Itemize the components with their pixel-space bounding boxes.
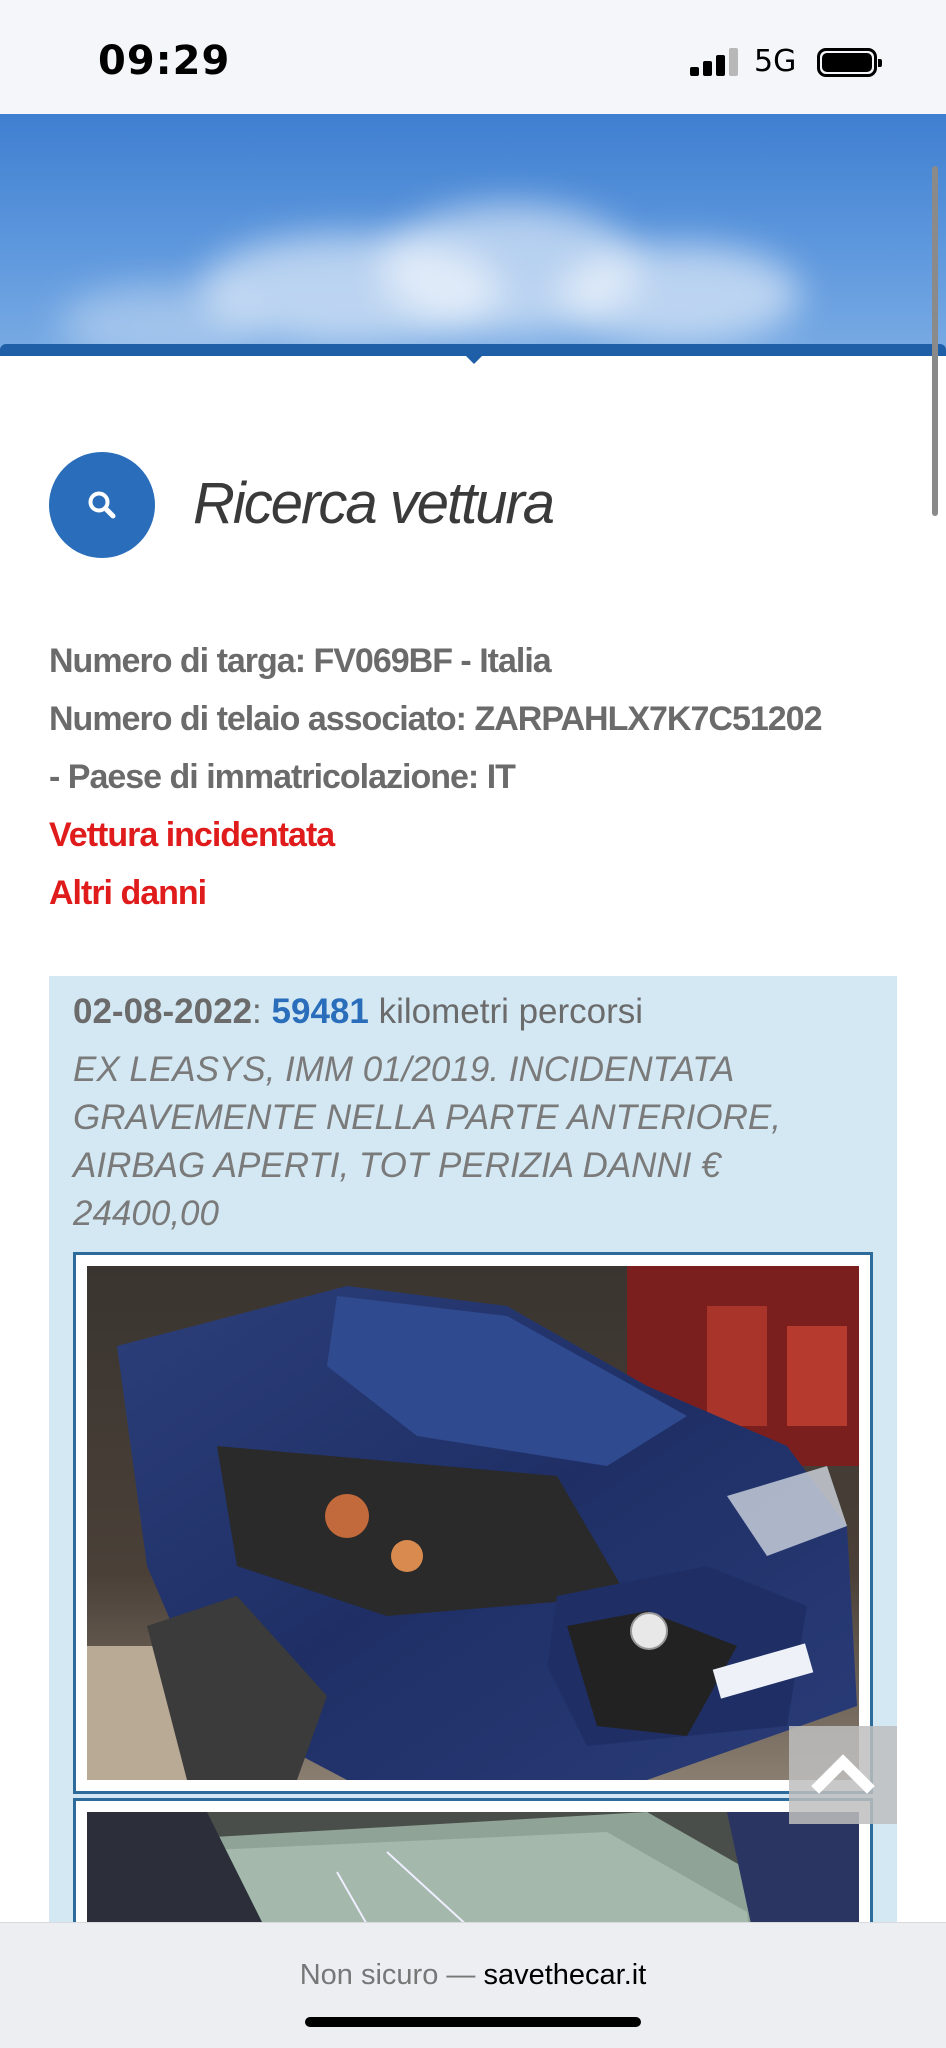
network-type: 5G xyxy=(754,44,797,79)
record-km-label: kilometri percorsi xyxy=(378,992,644,1031)
search-button[interactable] xyxy=(49,452,155,558)
page-title: Ricerca vettura xyxy=(193,471,554,536)
history-record xyxy=(49,976,897,2048)
browser-url-bar[interactable] xyxy=(0,1922,946,2048)
url-display[interactable] xyxy=(0,1959,946,1992)
record-separator: : xyxy=(252,992,262,1031)
vin-number: Numero di telaio associato: ZARPAHLX7K7C51202 xyxy=(49,700,822,738)
damaged-car-image xyxy=(87,1266,859,1780)
header-banner xyxy=(0,114,946,354)
search-icon xyxy=(86,489,118,521)
signal-icon xyxy=(690,48,740,76)
status-time: 09:29 xyxy=(98,38,231,84)
damage-flag: Altri danni xyxy=(49,874,207,912)
chevron-up-icon xyxy=(789,1726,897,1824)
battery-icon xyxy=(817,48,877,77)
registration-country: - Paese di immatricolazione: IT xyxy=(49,758,515,796)
record-header xyxy=(73,992,643,1032)
status-bar xyxy=(0,0,946,114)
scrollbar[interactable] xyxy=(932,166,938,516)
site-domain: savethecar.it xyxy=(483,1959,647,1991)
damage-photo-1[interactable] xyxy=(73,1252,873,1794)
record-km: 59481 xyxy=(271,992,369,1031)
record-date: 02-08-2022 xyxy=(73,992,253,1031)
back-to-top-button[interactable] xyxy=(789,1726,897,1824)
home-indicator[interactable] xyxy=(305,2017,641,2027)
plate-number: Numero di targa: FV069BF - Italia xyxy=(49,642,551,680)
record-description: EX LEASYS, IMM 01/2019. INCIDENTATA GRAVEMENTE NELLA PARTE ANTERIORE, AIRBAG APERTI, TOT PERIZIA DANNI € 24400,00 xyxy=(73,1050,781,1233)
header-notch xyxy=(462,352,486,364)
security-warning: Non sicuro — xyxy=(299,1959,476,1991)
accident-flag: Vettura incidentata xyxy=(49,816,335,854)
